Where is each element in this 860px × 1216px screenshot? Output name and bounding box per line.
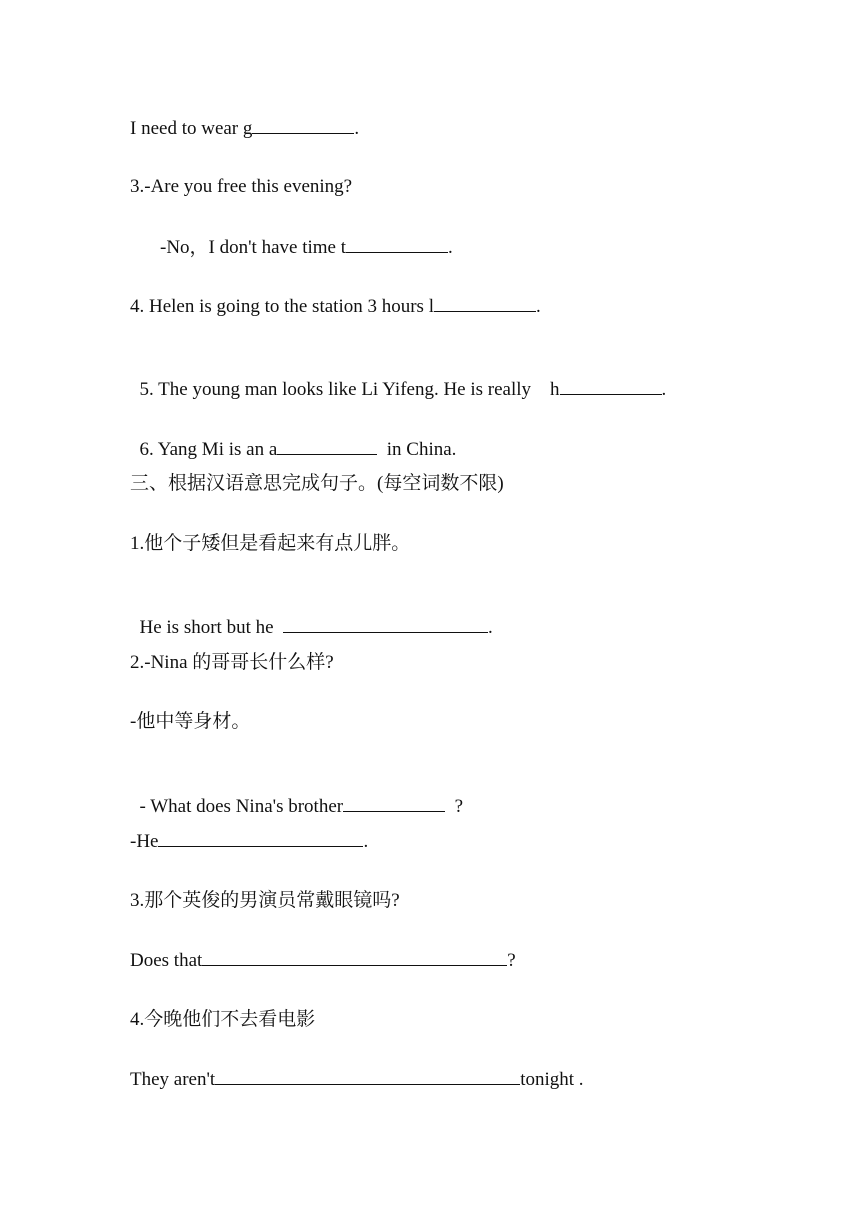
question-5-young-man [130,353,666,402]
chinese-prompt: 1.他个子矮但是看起来有点儿胖。 [130,533,411,554]
fill-blank[interactable] [283,615,488,633]
question-text: 3.-Are you free this evening? [130,176,353,197]
english-text: He is short but he [139,617,284,638]
english-text: Does that [130,950,203,971]
item-3-chinese [130,889,400,913]
question-3-free-evening [130,175,352,199]
sentence-end: . [448,237,453,258]
fill-blank[interactable] [158,829,363,847]
item-3-english [130,948,516,973]
question-6-yang-mi [130,413,456,462]
sentence-end: ? [507,950,516,971]
sentence-end: tonight . [520,1069,584,1090]
sentence-end: ? [445,796,464,817]
fill-blank[interactable] [343,794,445,812]
sentence-end: in China. [377,439,457,460]
fill-blank[interactable] [202,948,507,966]
item-4-english [130,1067,584,1092]
item-4-chinese [130,1008,315,1032]
question-text: 5. The young man looks like Li Yifeng. He is really h [139,379,560,400]
question-text: 6. Yang Mi is an a [139,439,278,460]
sentence-end: . [661,379,667,400]
item-1-english [130,591,493,640]
chinese-prompt: 4.今晚他们不去看电影 [130,1009,316,1030]
section-3-heading [130,472,504,496]
sentence-end: . [535,296,541,317]
section-title: 三、根据汉语意思完成句子。(每空词数不限) [130,473,504,494]
item-2-chinese [130,651,334,675]
sentence-end: . [354,118,360,139]
sentence-end: . [363,831,369,852]
fill-blank[interactable] [434,294,536,312]
item-2-english-answer [130,829,368,854]
sentence-end: . [488,617,493,638]
fill-blank[interactable] [560,377,662,395]
english-text: - What does Nina's brother [139,796,344,817]
question-text: 4. Helen is going to the station 3 hours l [130,296,434,317]
chinese-prompt: 2.-Nina 的哥哥长什么样? [130,652,334,673]
sentence-text: I need to wear g [130,118,253,139]
chinese-prompt: 3.那个英俊的男演员常戴眼镜吗? [130,890,400,911]
answer-no-time [160,235,453,260]
answer-text: -No，I don't have time t [160,237,346,258]
item-2-chinese-answer [130,710,250,734]
english-text: -He [130,831,159,852]
fill-blank[interactable] [346,235,448,253]
chinese-prompt: -他中等身材。 [130,711,251,732]
sentence-glasses [130,116,359,141]
fill-blank[interactable] [277,437,377,455]
english-text: They aren't [130,1069,216,1090]
question-4-helen [130,294,541,319]
fill-blank[interactable] [215,1067,520,1085]
item-1-chinese [130,532,410,556]
fill-blank[interactable] [252,116,354,134]
item-2-english-question [130,770,463,819]
